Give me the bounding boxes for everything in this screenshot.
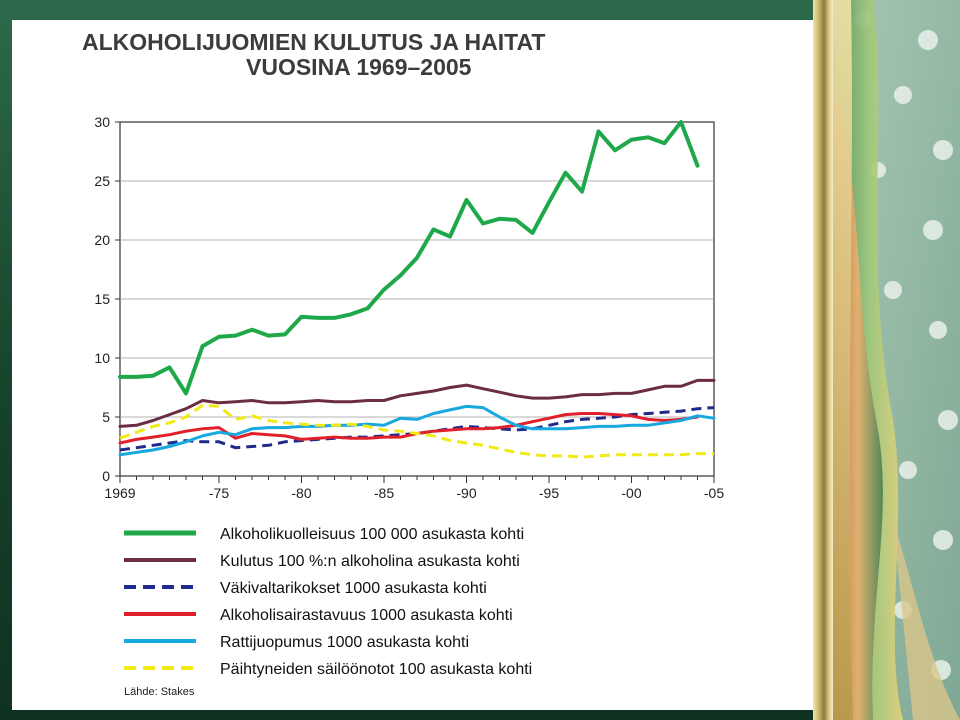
y-axis [94,114,120,484]
series-line-1 [120,122,698,393]
legend-label-5: Rattijuopumus 1000 asukasta kohti [220,634,470,651]
x-tick-label: -95 [538,485,560,501]
legend-label-2: Kulutus 100 %:n alkoholina asukasta kohti [220,553,520,570]
y-tick-label: 25 [94,173,110,189]
x-tick-label: -05 [703,485,725,501]
legend-label-3: Väkivaltarikokset 1000 asukasta kohti [220,580,487,597]
gold-border-strip [813,0,833,720]
line-chart [12,20,813,710]
series-lines [120,122,714,457]
y-tick-label: 20 [94,232,110,248]
y-tick-label: 15 [94,291,110,307]
legend-label-6: Päihtyneiden säilöönotot 100 asukasta kohti [220,661,533,678]
y-tick-label: 10 [94,350,110,366]
gridlines [120,181,714,417]
series-line-5 [120,406,714,454]
y-tick-label: 30 [94,114,110,130]
chart-title-line-2: VUOSINA 1969–2005 [246,54,472,80]
x-tick-label: -00 [621,485,642,501]
x-tick-label: -80 [291,485,312,501]
x-tick-label: -85 [373,485,395,501]
chart-title [82,29,545,80]
legend [124,526,532,678]
y-tick-label: 5 [102,409,110,425]
decorative-floral-panel [833,0,960,720]
x-tick-label: 1969 [104,485,136,501]
x-axis [104,476,724,501]
source-note: Lähde: Stakes [124,686,195,698]
chart-title-line-1: ALKOHOLIJUOMIEN KULUTUS JA HAITAT [82,29,546,55]
y-tick-label: 0 [102,468,110,484]
series-line-6 [120,405,714,457]
x-tick-label: -75 [208,485,230,501]
legend-label-1: Alkoholikuolleisuus 100 000 asukasta kohti [220,526,525,543]
legend-label-4: Alkoholisairastavuus 1000 asukasta kohti [220,607,513,624]
x-tick-label: -90 [456,485,477,501]
